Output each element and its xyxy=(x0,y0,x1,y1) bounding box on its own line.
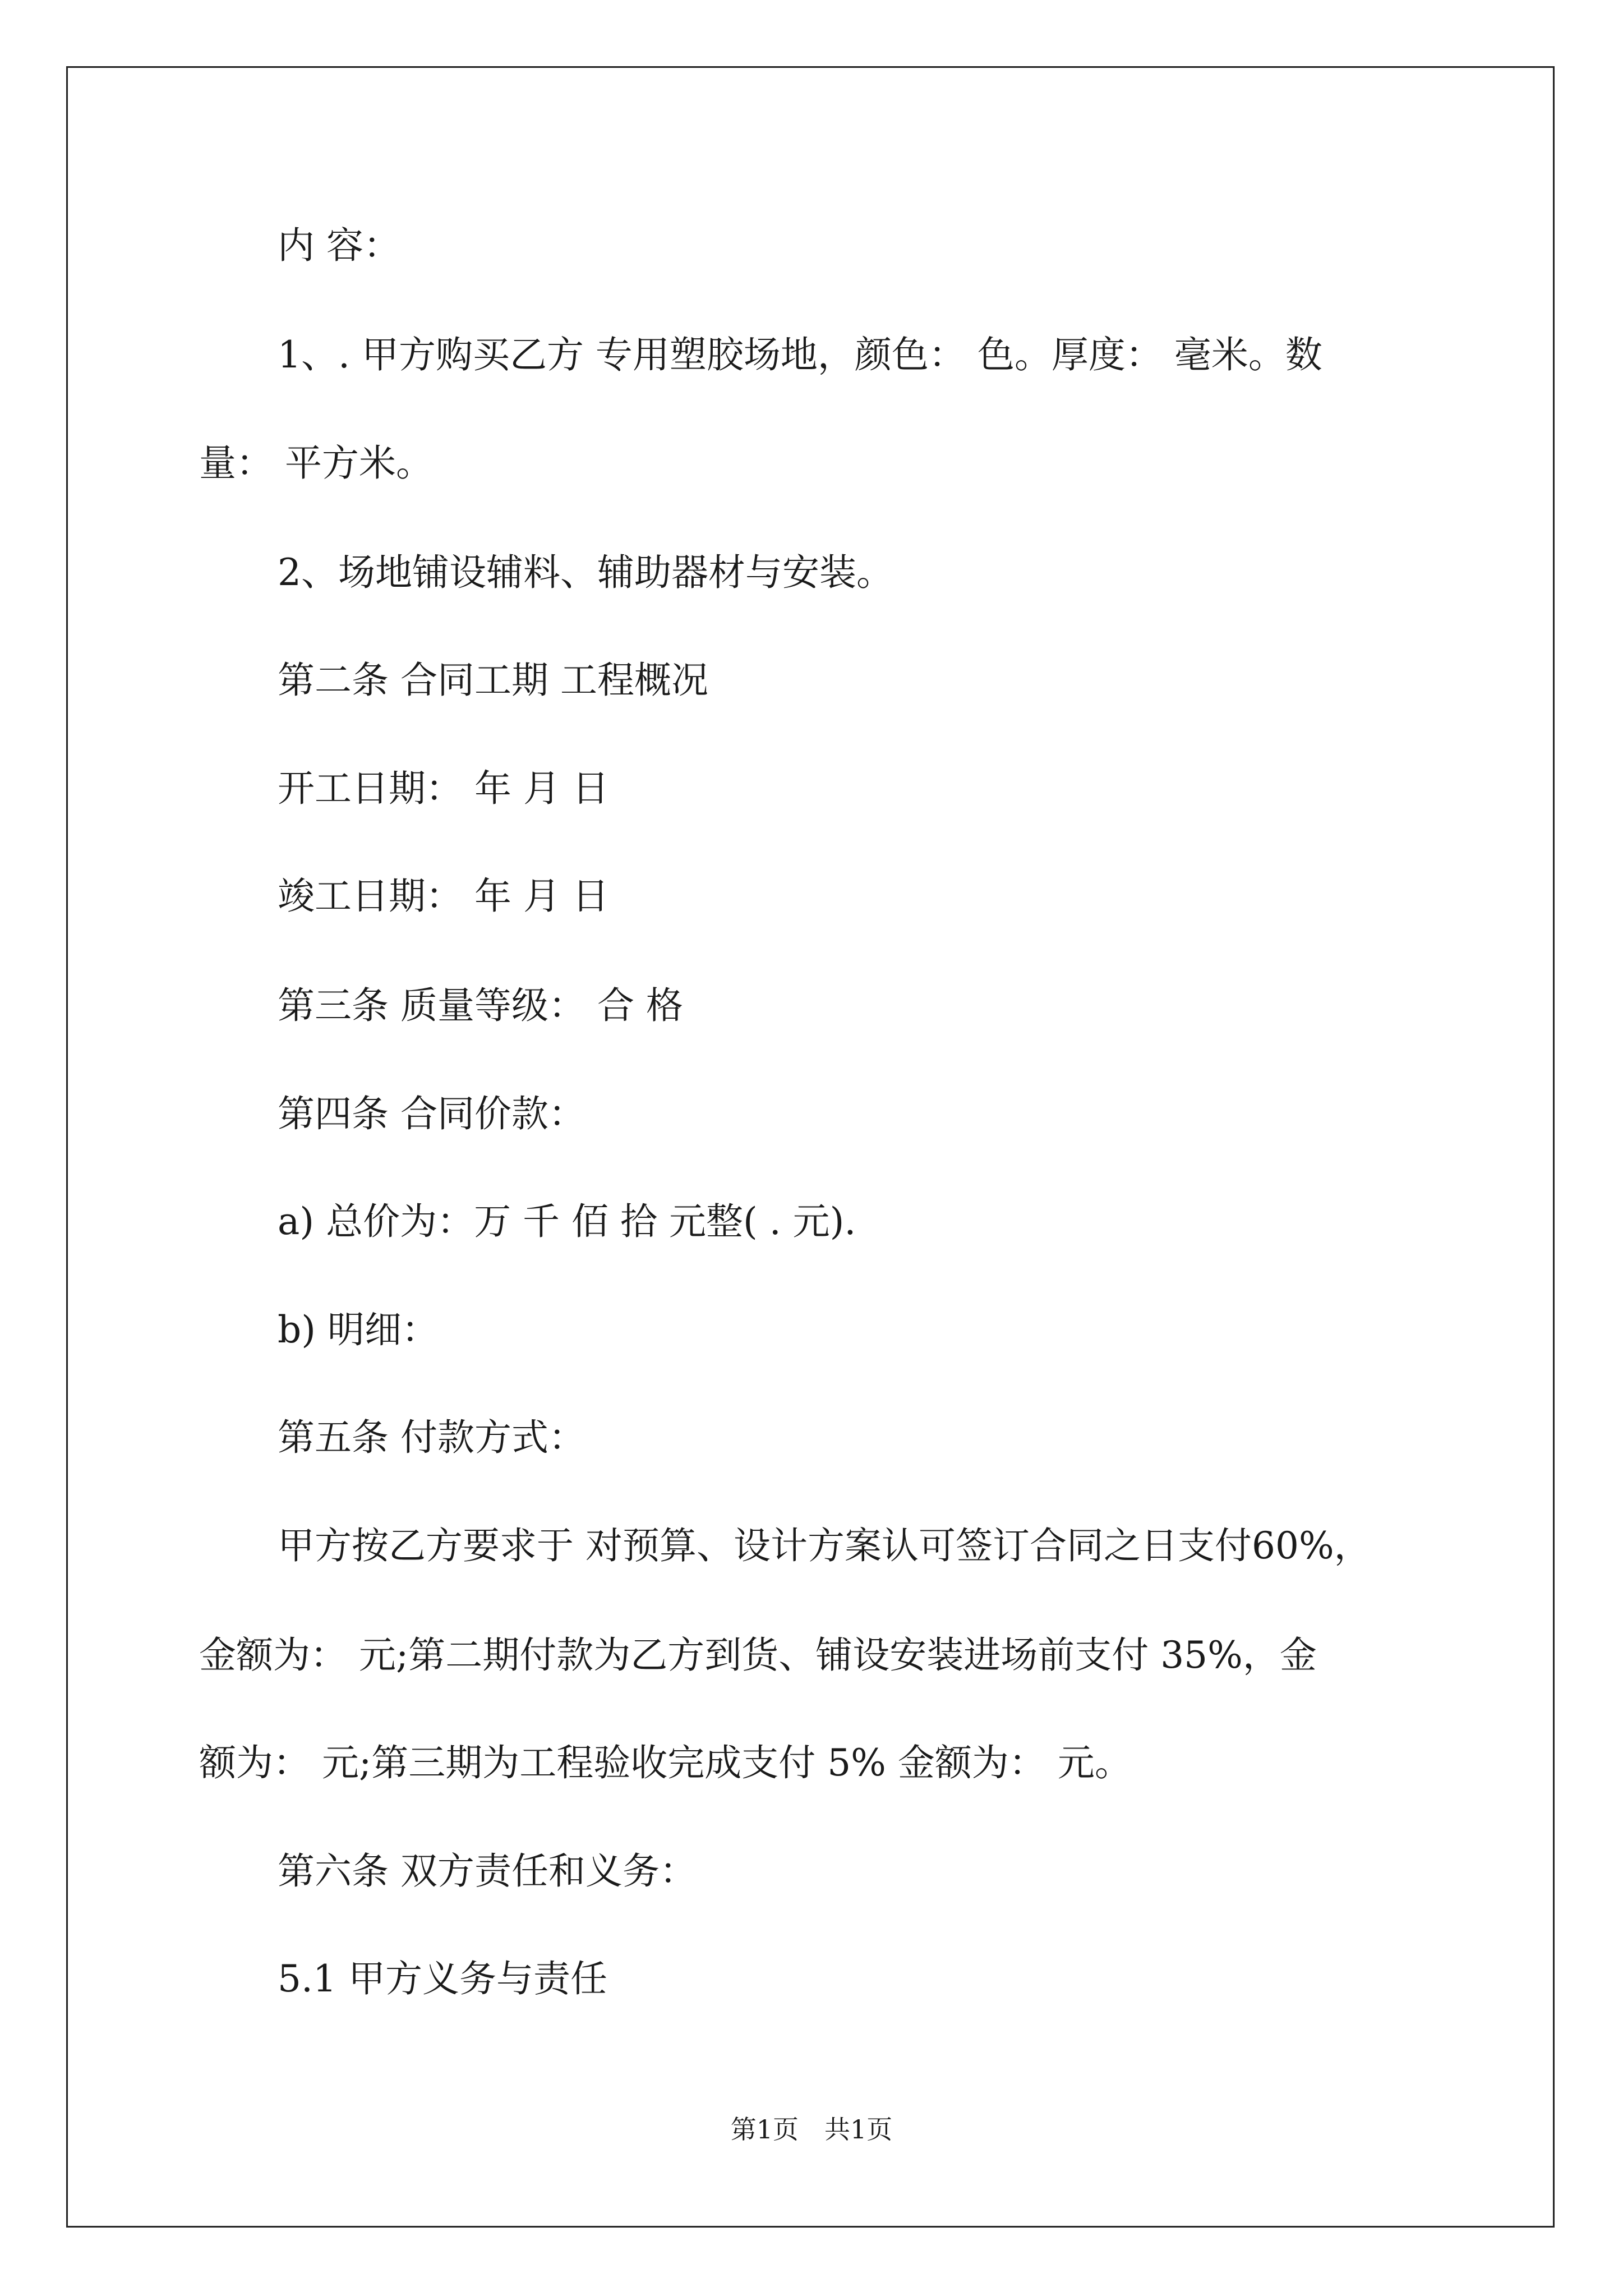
paragraph-line: 量： 平方米。 xyxy=(199,441,433,485)
section-heading: 第四条 合同价款： xyxy=(278,1092,585,1135)
paragraph-line: 甲方按乙方要求于 对预算、设计方案认可签订合同之日支付60%， xyxy=(278,1524,1371,1567)
paragraph-line: b) 明细： xyxy=(278,1308,439,1351)
paragraph-line: 金额为： 元;第二期付款为乙方到货、铺设安装进场前支付 35%，金 xyxy=(199,1634,1317,1677)
paragraph-line: 2、场地铺设辅料、辅助器材与安装。 xyxy=(278,551,893,594)
paragraph-line: 内 容： xyxy=(278,224,400,267)
paragraph-line: 5.1 甲方义务与责任 xyxy=(278,1957,607,2000)
page-border xyxy=(66,66,1555,2228)
section-heading: 第二条 合同工期 工程概况 xyxy=(278,659,708,702)
paragraph-line: 1、. 甲方购买乙方 专用塑胶场地，颜色： 色。厚度： 毫米。数 xyxy=(278,333,1322,376)
paragraph-line: 竣工日期： 年 月 日 xyxy=(278,875,609,918)
paragraph-line: 额为： 元;第三期为工程验收完成支付 5% 金额为： 元。 xyxy=(199,1741,1132,1784)
paragraph-line: a) 总价为：万 千 佰 拾 元整( . 元). xyxy=(278,1200,856,1243)
section-heading: 第三条 质量等级： 合 格 xyxy=(278,984,683,1027)
page-number-footer: 第1页 共1页 xyxy=(730,2114,893,2145)
paragraph-line: 开工日期： 年 月 日 xyxy=(278,767,609,810)
section-heading: 第五条 付款方式： xyxy=(278,1416,585,1459)
section-heading: 第六条 双方责任和义务： xyxy=(278,1849,697,1893)
